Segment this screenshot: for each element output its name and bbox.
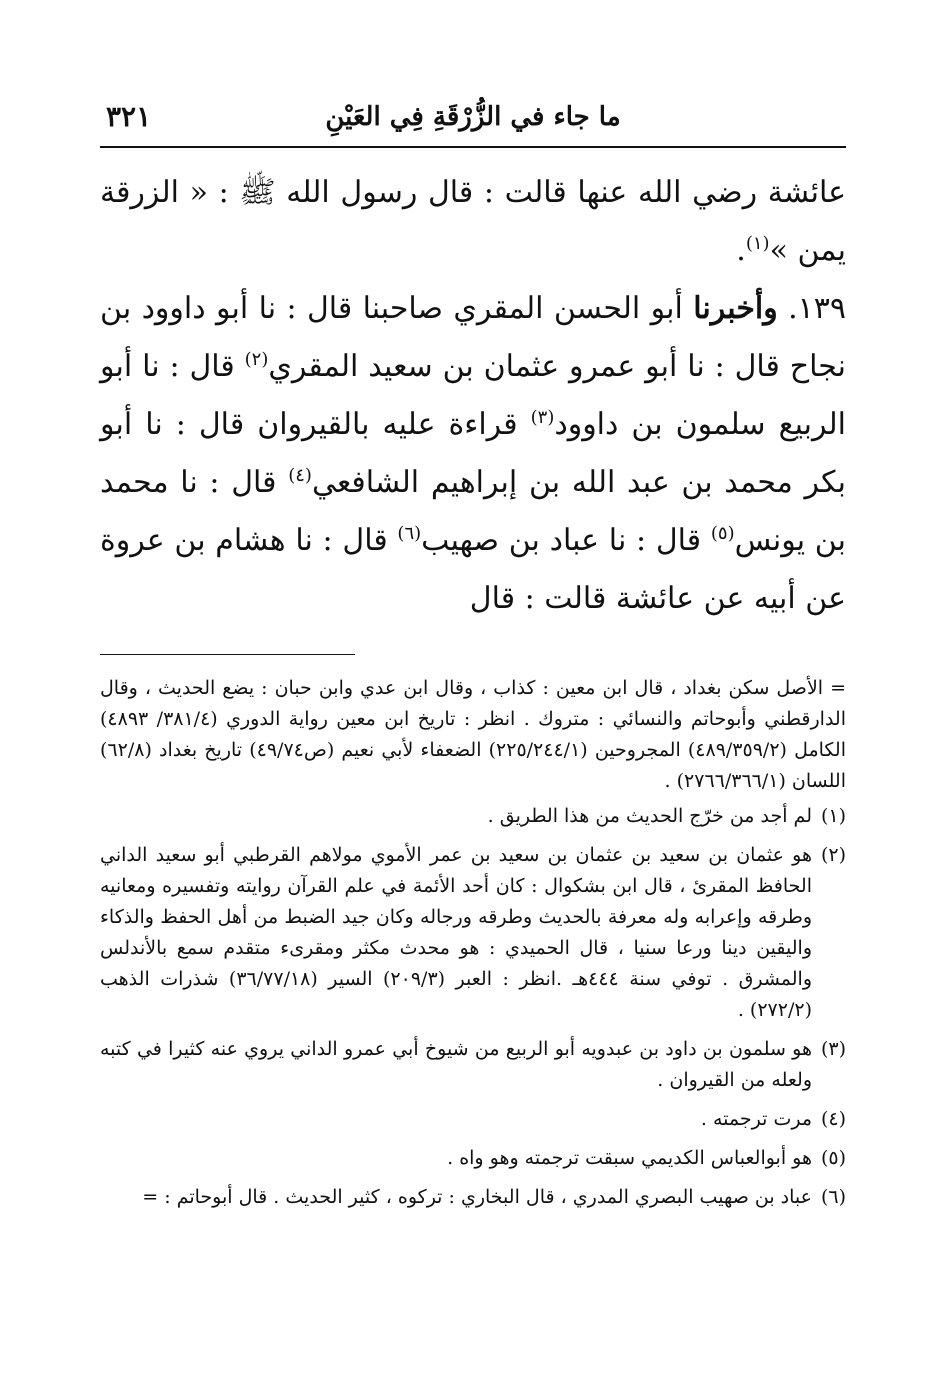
footnote-marker: (٤) [820,1108,846,1130]
footnote-text: عباد بن صهيب البصري المدري ، قال البخاري : تركوه ، كثير الحديث . قال أبوحاتم : = [142,1186,812,1208]
main-text [100,164,846,628]
footnote-text: مرت ترجمته . [700,1108,812,1130]
hadith-keyword: وأخبرنا [693,291,778,326]
footnote-ref-5: (٥) [710,523,735,544]
footnote-ref-1: (١) [745,233,770,254]
continuation-end: . [736,233,746,268]
footnote-ref-3: (٣) [530,407,555,428]
footnote-marker: (٥) [820,1147,846,1169]
footnote-marker: (١) [820,805,846,827]
isnad-segment-6: قال : نا هشام بن عروة عن أبيه عن عائشة قالت : قال [100,523,846,616]
footnote-continuation: = الأصل سكن بغداد ، قال ابن معين : كذاب ، وقال ابن عدي وابن حبان : يضع الحديث ، وقال الدارقطني وأبوحاتم والنسائي : متروك . انظر : تاريخ ابن معين رواية الدوري (٣٨١/٤/ ٤٨٩٣) الكامل (٤٨٩/٣٥٩/٢) المجروحين (٢٢٥/٢٤٤/١) الضعفاء لأبي نعيم (ص٤٩/٧٤) تاريخ بغداد (٦٢/٨) اللسان (٢٧٦٦/٣٦٦/١) . [100,677,846,792]
hadith-number: ١٣٩. [788,291,846,326]
footnote-item [100,801,846,832]
footnotes [100,673,846,1213]
isnad-segment-4: قال : نا محمد بن يونس [100,465,846,558]
footnote-text: هو سلمون بن داود بن عبدويه أبو الربيع من شيوخ أبي عمرو الداني يروي عنه كثيرا في كتبه ولعله من القيروان . [100,1038,812,1091]
footnote-item [100,1143,846,1174]
footnote-divider [100,654,355,655]
footnote-item [100,840,846,1026]
isnad-segment-2: قال : نا أبو الربيع سلمون بن داوود [100,349,847,442]
footnote-text: هو عثمان بن سعيد بن عثمان بن سعيد بن عمر الأموي مولاهم القرطبي أبو سعيد الداني الحافظ المقرئ ، قال ابن بشكوال : كان أحد الأئمة في علم القرآن روايته وتفسيره ومعانيه وطرقه وإعرابه وله معرفة بالحديث وطرقه ورجاله وكان جيد الضبط من أهل الحفظ والذكاء واليقين دينا ورعا سنيا ، قال الحميدي : هو محدث مكثر ومقرىء متقدم سمع بالأندلس والمشرق . توفي سنة ٤٤٤هـ .انظر : العبر (٢٠٩/٣) السير (٣٦/٧٧/١٨) شذرات الذهب (٢٧٢/٢) . [100,844,812,1021]
footnote-marker: (٢) [820,844,846,866]
running-header [100,96,846,148]
footnote-ref-2: (٢) [244,349,269,370]
footnote-item [100,1182,846,1213]
book-page [100,96,846,1221]
isnad-segment-1: أبو الحسن المقري صاحبنا قال : نا أبو داوود بن نجاح قال : نا أبو عمرو عثمان بن سعيد المقري [100,291,847,384]
footnote-item [100,1104,846,1135]
continuation-text: عائشة رضي الله عنها قالت : قال رسول الله ﷺ : « الزرقة يمن » [100,175,846,268]
isnad-segment-5: قال : نا عباد بن صهيب [421,523,702,558]
chapter-title: ما جاء في الزُّرْقَةِ فِي العَيْنِ [325,102,621,132]
footnote-item [100,1034,846,1096]
hadith-paragraph [100,280,846,628]
footnote-marker: (٣) [820,1038,846,1060]
footnote-marker: (٦) [820,1186,846,1208]
footnote-text: هو أبوالعباس الكديمي سبقت ترجمته وهو واه . [447,1147,812,1169]
isnad-segment-3: قراءة عليه بالقيروان قال : نا أبو بكر محمد بن عبد الله بن إبراهيم الشافعي [100,407,846,500]
page-number: ٣٢١ [106,100,152,133]
footnote-ref-4: (٤) [288,465,312,486]
continuation-paragraph [100,164,846,280]
footnote-text: لم أجد من خرّج الحديث من هذا الطريق . [487,805,812,827]
footnote-ref-6: (٦) [397,523,422,544]
